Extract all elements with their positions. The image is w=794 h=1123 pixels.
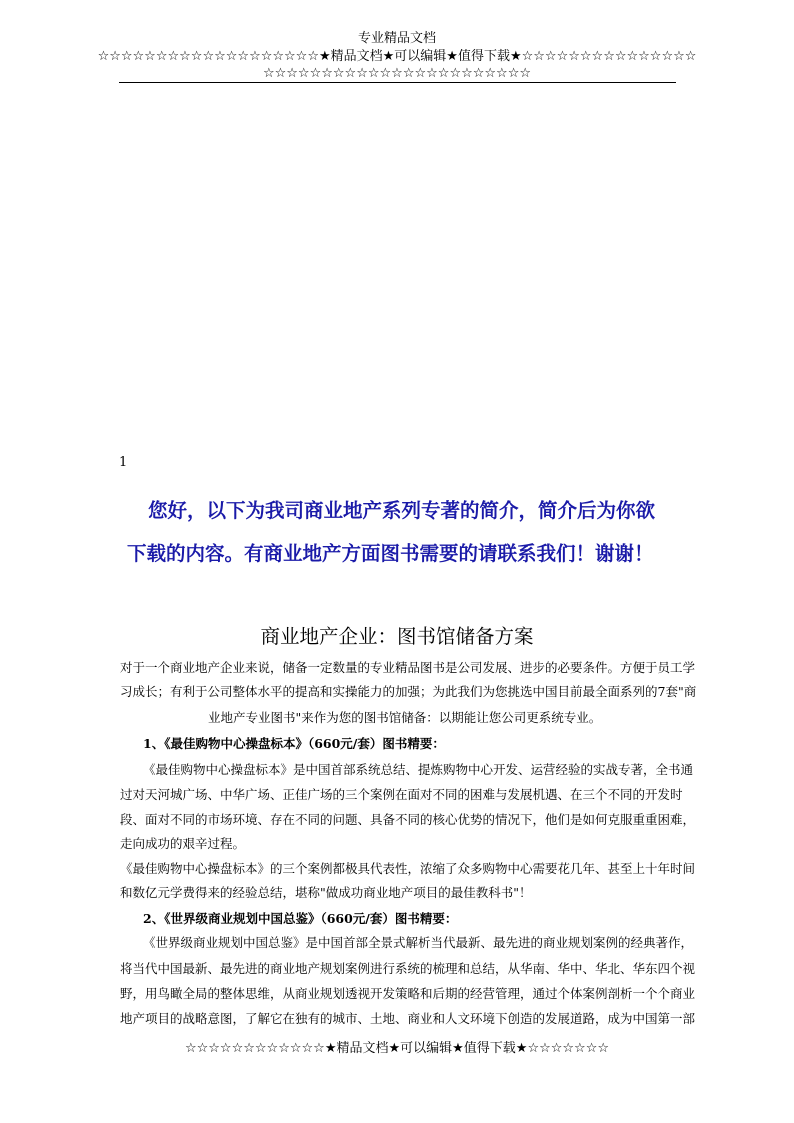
body-line: 段、面对不同的市场环境、存在不同的问题、具备不同的核心优势的情况下，他们是如何克服重重困难，: [120, 812, 696, 827]
body-line: 和数亿元学费得来的经验总结，堪称"做成功商业地产项目的最佳教科书"！: [120, 885, 532, 900]
body-line: 《最佳购物中心操盘标本》的三个案例都极具代表性，浓缩了众多购物中心需要花几年、甚至上十年时间: [120, 861, 696, 876]
header-title: 专业精品文档: [357, 31, 436, 46]
body-line: 野，用鸟瞰全局的整体思维，从商业规划透视开发策略和后期的经营管理，通过个体案例剖析一个个商业: [120, 986, 696, 1001]
body-line: 习成长；有利于公司整体水平的提高和实操能力的加强；为此我们为您挑选中国目前最全面系列的7套"商: [120, 684, 697, 699]
document-title: 商业地产企业：图书馆储备方案: [260, 625, 534, 648]
body-line: 走向成功的艰辛过程。: [120, 836, 246, 851]
body-line: 业地产专业图书"来作为您的图书馆储备：以期能让您公司更系统专业。: [208, 710, 602, 725]
body-line: 《最佳购物中心操盘标本》是中国首部系统总结、提炼购物中心开发、运营经验的实战专著，全书通: [143, 762, 694, 777]
intro-line-1: 您好，以下为我司商业地产系列专著的简介，简介后为你欲: [148, 499, 656, 522]
body-line: 将当代中国最新、最先进的商业地产规划案例进行系统的梳理和总结，从华南、华中、华北、华东四个视: [120, 961, 696, 976]
body-line: 对于一个商业地产企业来说，储备一定数量的专业精品图书是公司发展、进步的必要条件。方便于员工学: [120, 660, 696, 675]
header-stars-banner: ☆☆☆☆☆☆☆☆☆☆☆☆☆☆☆☆☆☆☆★精品文档★可以编辑★值得下载★☆☆☆☆☆☆☆☆☆☆☆☆☆☆☆: [97, 49, 697, 64]
page-number: 1: [119, 455, 128, 470]
header-divider: [119, 82, 676, 83]
footer-stars-banner: ☆☆☆☆☆☆☆☆☆☆☆☆★精品文档★可以编辑★值得下载★☆☆☆☆☆☆☆: [184, 1041, 610, 1056]
body-line: 《世界级商业规划中国总鉴》是中国首部全景式解析当代最新、最先进的商业规划案例的经典著作，: [143, 935, 694, 950]
body-line: 地产项目的战略意图，了解它在独有的城市、土地、商业和人文环境下创造的发展道路，成为中国第一部: [120, 1011, 696, 1026]
header-stars-row: ☆☆☆☆☆☆☆☆☆☆☆☆☆☆☆☆☆☆☆☆☆☆☆: [262, 66, 532, 81]
book-heading-2: 2、《世界级商业规划中国总鉴》（660元/套）图书精要：: [143, 911, 458, 926]
intro-line-2: 下载的内容。有商业地产方面图书需要的请联系我们！谢谢！: [127, 542, 654, 565]
book-heading-1: 1、《最佳购物中心操盘标本》（660元/套）图书精要：: [143, 736, 445, 751]
body-line: 过对天河城广场、中华广场、正佳广场的三个案例在面对不同的困难与发展机遇、在三个不同的开发时: [120, 787, 683, 802]
